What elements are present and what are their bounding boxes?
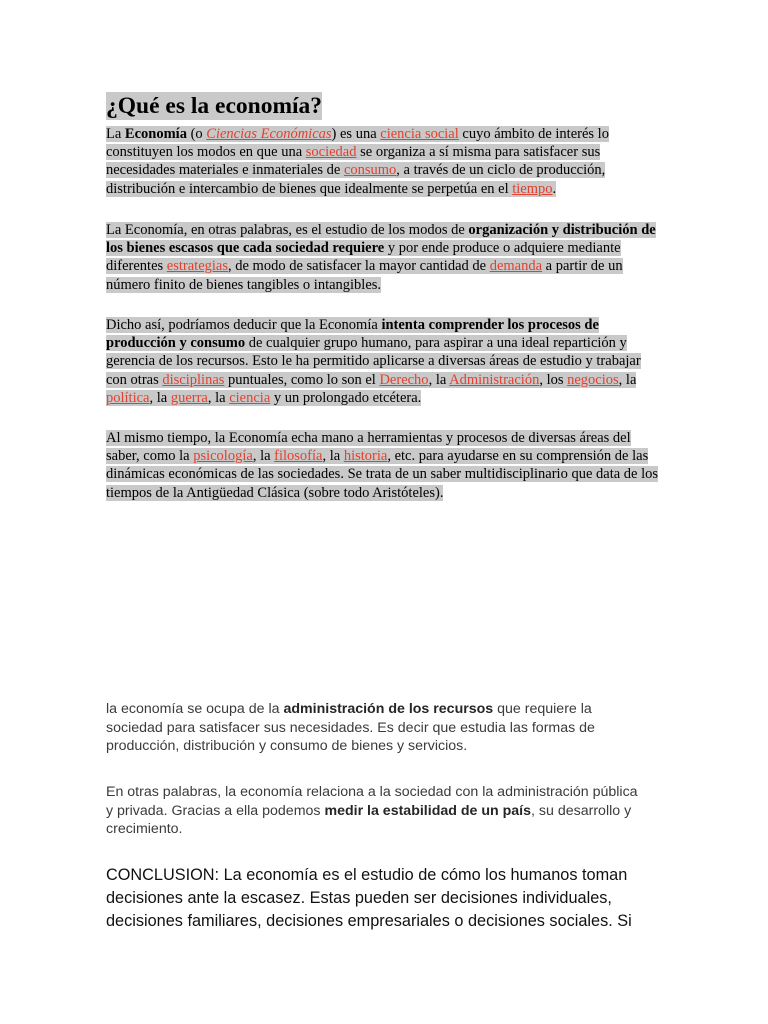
paragraph-deduction: Dicho así, podríamos deducir que la Economía intenta comprender los procesos de producción y consumo de cualquier grupo humano, para aspirar a una ideal repartición y gerencia de los recursos. Esto le ha permitido aplicarse a diversas áreas de estudio y trabajar con otras disciplinas puntuales, como lo son el Derecho, la Administración, los negocios, la política, la guerra, la ciencia y un prolongado etcétera.: [106, 317, 641, 406]
bold-phrase: intenta comprender los procesos de producción y consumo: [106, 317, 599, 352]
link-estrategias[interactable]: estrategias: [166, 258, 228, 275]
paragraph-resource-administration: la economía se ocupa de la administración de los recursos que requiere la sociedad para satisfacer sus necesidades. Es decir que estudia las formas de producción, distribución y consumo de bienes y servicios.: [106, 701, 595, 754]
link-ciencia[interactable]: ciencia: [229, 389, 271, 406]
paragraph-definition: La Economía (o Ciencias Económicas) es una ciencia social cuyo ámbito de interés lo constituyen los modos en que una sociedad se organiza a sí misma para satisfacer sus necesidades materiales e inmateriales de consumo, a través de un ciclo de producción, distribución e intercambio de bienes que idealmente se perpetúa en el tiempo.: [106, 126, 609, 197]
paragraph-multidisciplinary: Al mismo tiempo, la Economía echa mano a herramientas y procesos de diversas áreas del saber, como la psicología, la filosofía, la historia, etc. para ayudarse en su comprensión de las dinámicas económicas de las sociedades. Se trata de un saber multidisciplinario que data de los tiempos de la Antigüedad Clásica (sobre todo Aristóteles).: [106, 430, 659, 501]
link-filosofia[interactable]: filosofía: [274, 448, 323, 465]
link-demanda[interactable]: demanda: [489, 258, 543, 275]
link-disciplinas[interactable]: disciplinas: [162, 371, 225, 388]
link-ciencias-economicas[interactable]: Ciencias Económicas: [206, 126, 332, 142]
link-psicologia[interactable]: psicología: [193, 448, 253, 465]
link-sociedad[interactable]: sociedad: [305, 144, 357, 161]
bold-phrase: organización y distribución de los bienes escasos que cada sociedad requiere: [106, 222, 656, 257]
link-administracion[interactable]: Administración: [449, 371, 540, 388]
page-title: ¿Qué es la economía?: [106, 93, 323, 119]
bold-phrase: medir la estabilidad de un país: [324, 802, 532, 819]
link-politica[interactable]: política: [106, 389, 150, 406]
paragraph-public-private: En otras palabras, la economía relaciona a la sociedad con la administración pública y privada. Gracias a ella podemos medir la estabilidad de un país, su desarrollo y crecimiento.: [106, 784, 638, 837]
link-ciencia-social[interactable]: ciencia social: [380, 126, 459, 142]
link-derecho[interactable]: Derecho: [379, 371, 429, 388]
link-historia[interactable]: historia: [343, 448, 388, 465]
link-tiempo[interactable]: tiempo: [512, 180, 553, 197]
link-guerra[interactable]: guerra: [170, 389, 208, 406]
link-consumo[interactable]: consumo: [343, 162, 397, 179]
bold-term: Economía: [124, 126, 187, 142]
link-negocios[interactable]: negocios: [567, 371, 619, 388]
paragraph-conclusion: CONCLUSION: La economía es el estudio de cómo los humanos toman decisiones ante la escasez. Estas pueden ser decisiones individuales, decisiones familiares, decisiones empresariales o decisiones sociales. Si: [106, 866, 632, 930]
bold-phrase: administración de los recursos: [283, 701, 494, 717]
paragraph-other-words: La Economía, en otras palabras, es el estudio de los modos de organización y distribución de los bienes escasos que cada sociedad requiere y por ende produce o adquiere mediante diferentes estrategias, de modo de satisfacer la mayor cantidad de demanda a partir de un número finito de bienes tangibles o intangibles.: [106, 222, 656, 293]
